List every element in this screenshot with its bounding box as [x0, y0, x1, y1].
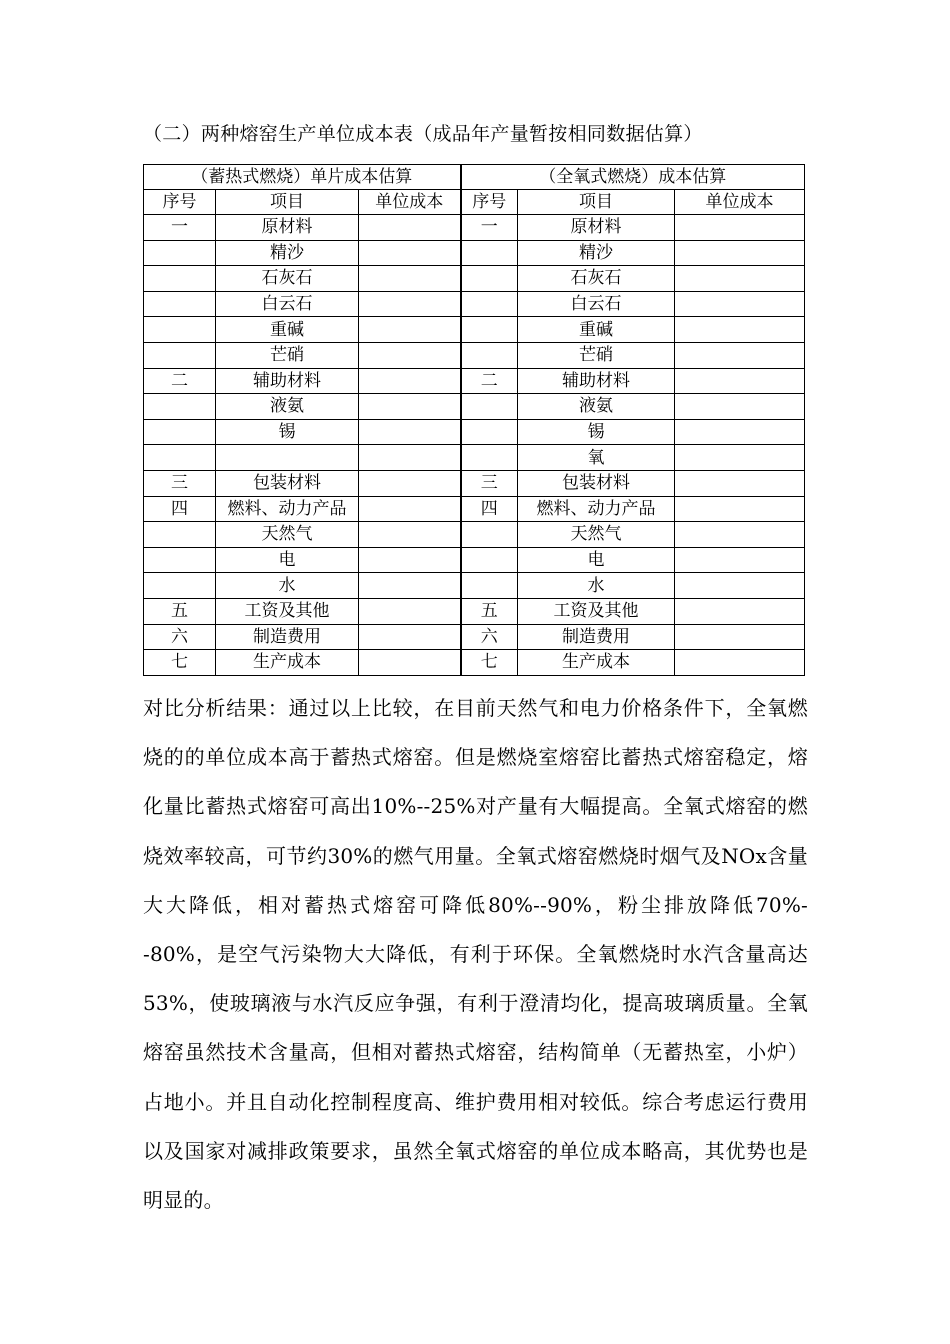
table-cell-left-index: 二 — [144, 368, 216, 394]
table-cell-left-index — [144, 445, 216, 471]
table-cell-right-unit-cost — [675, 419, 805, 445]
table-row — [144, 317, 805, 343]
table-cell-right-index — [461, 522, 518, 548]
table-cell-left-item: 制造费用 — [216, 624, 359, 650]
table-cell-right-item: 重碱 — [518, 317, 675, 343]
table-cell-left-index: 四 — [144, 496, 216, 522]
table-cell-left-index — [144, 522, 216, 548]
table-cell-right-unit-cost — [675, 394, 805, 420]
table-cell-right-item: 白云石 — [518, 291, 675, 317]
table-cell-right-index: 二 — [461, 368, 518, 394]
table-row — [144, 394, 805, 420]
table-cell-left-item: 精沙 — [216, 240, 359, 266]
table-cell-left-unit-cost — [359, 445, 461, 471]
table-cell-left-index: 一 — [144, 215, 216, 241]
table-cell-right-unit-cost — [675, 624, 805, 650]
table-cell-right-unit-cost — [675, 215, 805, 241]
table-cell-right-unit-cost — [675, 368, 805, 394]
table-cell-right-index — [461, 573, 518, 599]
table-group-header-row — [144, 165, 805, 190]
table-cell-left-item: 辅助材料 — [216, 368, 359, 394]
table-cell-right-unit-cost — [675, 470, 805, 496]
table-cell-left-unit-cost — [359, 368, 461, 394]
table-cell-left-item: 液氨 — [216, 394, 359, 420]
table-cell-right-index — [461, 547, 518, 573]
table-cell-left-unit-cost — [359, 317, 461, 343]
table-cell-right-item: 生产成本 — [518, 650, 675, 676]
table-cell-right-unit-cost — [675, 598, 805, 624]
table-cell-left-index — [144, 394, 216, 420]
table-cell-right-unit-cost — [675, 240, 805, 266]
table-cell-left-item: 天然气 — [216, 522, 359, 548]
table-cell-right-index — [461, 445, 518, 471]
table-cell-right-unit-cost — [675, 573, 805, 599]
table-cell-left-unit-cost — [359, 394, 461, 420]
left-table-title: （蓄热式燃烧）单片成本估算 — [144, 165, 461, 190]
table-cell-right-index — [461, 342, 518, 368]
table-cell-left-unit-cost — [359, 624, 461, 650]
table-cell-left-unit-cost — [359, 470, 461, 496]
table-row — [144, 598, 805, 624]
table-cell-left-index: 七 — [144, 650, 216, 676]
table-cell-left-item — [216, 445, 359, 471]
table-cell-right-item: 精沙 — [518, 240, 675, 266]
cost-comparison-table — [143, 164, 805, 676]
table-cell-left-item: 水 — [216, 573, 359, 599]
table-cell-left-item: 白云石 — [216, 291, 359, 317]
table-cell-right-unit-cost — [675, 522, 805, 548]
column-header-right-index: 序号 — [461, 190, 518, 215]
table-cell-right-index — [461, 291, 518, 317]
column-header-right-item: 项目 — [518, 190, 675, 215]
table-cell-left-item: 燃料、动力产品 — [216, 496, 359, 522]
table-cell-right-item: 水 — [518, 573, 675, 599]
table-cell-right-index: 四 — [461, 496, 518, 522]
column-header-left-unit-cost: 单位成本 — [359, 190, 461, 215]
table-cell-left-unit-cost — [359, 266, 461, 292]
table-row — [144, 215, 805, 241]
table-cell-right-item: 天然气 — [518, 522, 675, 548]
table-cell-left-index: 三 — [144, 470, 216, 496]
table-cell-right-item: 包装材料 — [518, 470, 675, 496]
table-cell-right-item: 芒硝 — [518, 342, 675, 368]
table-row — [144, 240, 805, 266]
table-cell-left-index — [144, 240, 216, 266]
table-row — [144, 470, 805, 496]
table-cell-right-item: 锡 — [518, 419, 675, 445]
table-cell-left-index — [144, 291, 216, 317]
table-cell-left-item: 石灰石 — [216, 266, 359, 292]
table-cell-right-index — [461, 266, 518, 292]
table-cell-left-unit-cost — [359, 419, 461, 445]
table-cell-right-unit-cost — [675, 445, 805, 471]
table-cell-right-index: 五 — [461, 598, 518, 624]
table-cell-right-item: 原材料 — [518, 215, 675, 241]
table-cell-left-item: 重碱 — [216, 317, 359, 343]
table-cell-right-unit-cost — [675, 317, 805, 343]
table-cell-right-item: 工资及其他 — [518, 598, 675, 624]
table-row — [144, 496, 805, 522]
table-row — [144, 419, 805, 445]
table-cell-right-index — [461, 394, 518, 420]
table-cell-left-index — [144, 317, 216, 343]
table-cell-left-unit-cost — [359, 240, 461, 266]
table-cell-right-index: 六 — [461, 624, 518, 650]
table-row — [144, 342, 805, 368]
table-cell-right-index — [461, 419, 518, 445]
table-cell-right-item: 制造费用 — [518, 624, 675, 650]
table-cell-left-unit-cost — [359, 215, 461, 241]
table-cell-left-unit-cost — [359, 496, 461, 522]
table-cell-right-index — [461, 240, 518, 266]
table-cell-left-unit-cost — [359, 650, 461, 676]
column-header-left-index: 序号 — [144, 190, 216, 215]
table-cell-left-index — [144, 266, 216, 292]
table-cell-left-item: 工资及其他 — [216, 598, 359, 624]
analysis-paragraph: 对比分析结果：通过以上比较，在目前天然气和电力价格条件下，全氧燃烧的的单位成本高于蓄热式熔窑。但是燃烧室熔窑比蓄热式熔窑稳定，熔化量比蓄热式熔窑可高出10%--25%对产量有大幅提高。全氧式熔窑的燃烧效率较高，可节约30%的燃气用量。全氧式熔窑燃烧时烟气及NOx含量大大降低，相对蓄热式熔窑可降低80%--90%，粉尘排放降低70%--80%，是空气污染物大大降低，有利于环保。全氧燃烧时水汽含量高达53%，使玻璃液与水汽反应争强，有利于澄清均化，提高玻璃质量。全氧熔窑虽然技术含量高，但相对蓄热式熔窑，结构简单（无蓄热室，小炉）占地小。并且自动化控制程度高、维护费用相对较低。综合考虑运行费用以及国家对减排政策要求，虽然全氧式熔窑的单位成本略高，其优势也是明显的。 — [143, 696, 808, 1213]
table-cell-right-item: 电 — [518, 547, 675, 573]
table-cell-left-item: 生产成本 — [216, 650, 359, 676]
table-column-header-row — [144, 190, 805, 215]
table-row — [144, 624, 805, 650]
table-cell-left-index: 五 — [144, 598, 216, 624]
table-cell-right-item: 辅助材料 — [518, 368, 675, 394]
table-cell-right-unit-cost — [675, 547, 805, 573]
table-cell-right-index — [461, 317, 518, 343]
table-cell-left-index — [144, 547, 216, 573]
table-cell-right-unit-cost — [675, 650, 805, 676]
table-row — [144, 573, 805, 599]
table-cell-left-item: 包装材料 — [216, 470, 359, 496]
table-cell-left-index: 六 — [144, 624, 216, 650]
table-cell-left-index — [144, 419, 216, 445]
table-cell-left-index — [144, 573, 216, 599]
right-table-title: （全氧式燃烧）成本估算 — [461, 165, 805, 190]
table-cell-left-unit-cost — [359, 598, 461, 624]
document-title: （二）两种熔窑生产单位成本表（成品年产量暂按相同数据估算） — [143, 123, 703, 145]
table-cell-right-item: 液氨 — [518, 394, 675, 420]
table-cell-right-unit-cost — [675, 342, 805, 368]
column-header-left-item: 项目 — [216, 190, 359, 215]
table-cell-left-item: 芒硝 — [216, 342, 359, 368]
table-row — [144, 522, 805, 548]
column-header-right-unit-cost: 单位成本 — [675, 190, 805, 215]
table-row — [144, 445, 805, 471]
table-row — [144, 368, 805, 394]
table-cell-left-unit-cost — [359, 291, 461, 317]
table-cell-right-unit-cost — [675, 291, 805, 317]
table-cell-left-index — [144, 342, 216, 368]
table-row — [144, 547, 805, 573]
table-cell-right-unit-cost — [675, 496, 805, 522]
table-cell-left-unit-cost — [359, 573, 461, 599]
table-cell-right-index: 三 — [461, 470, 518, 496]
table-cell-right-item: 燃料、动力产品 — [518, 496, 675, 522]
table-cell-right-item: 氧 — [518, 445, 675, 471]
table-cell-left-item: 原材料 — [216, 215, 359, 241]
table-row — [144, 291, 805, 317]
table-row — [144, 650, 805, 676]
table-row — [144, 266, 805, 292]
table-cell-left-unit-cost — [359, 342, 461, 368]
table-cell-left-item: 锡 — [216, 419, 359, 445]
table-cell-right-index: 七 — [461, 650, 518, 676]
table-cell-left-unit-cost — [359, 547, 461, 573]
table-cell-left-unit-cost — [359, 522, 461, 548]
table-cell-right-unit-cost — [675, 266, 805, 292]
table-cell-right-item: 石灰石 — [518, 266, 675, 292]
table-cell-right-index: 一 — [461, 215, 518, 241]
table-cell-left-item: 电 — [216, 547, 359, 573]
